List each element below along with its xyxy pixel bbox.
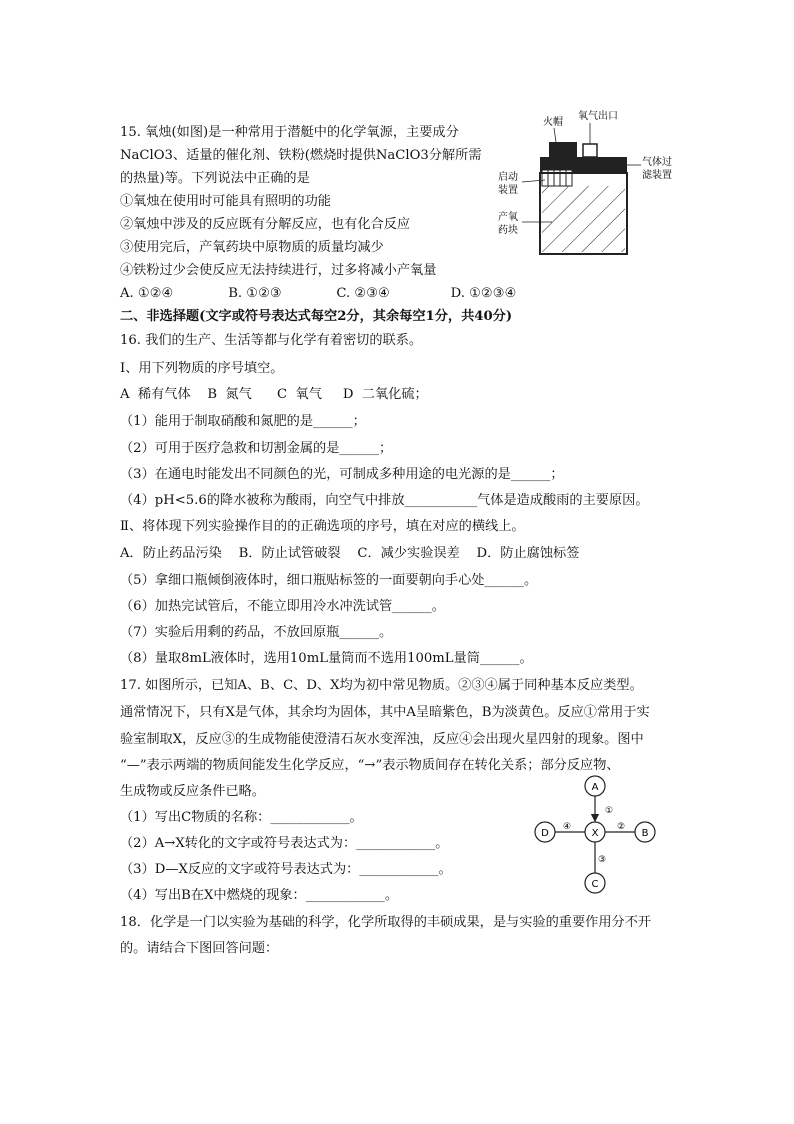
- q17-item-1: （1）写出C物质的名称：____________。: [120, 810, 363, 825]
- q15-option-a: A. ①②④: [120, 286, 174, 301]
- q16-item-5: （5）拿细口瓶倾倒液体时，细口瓶贴标签的一面要朝向手心处______。: [120, 573, 538, 588]
- q16-intro: 16. 我们的生产、生活等都与化学有着密切的联系。: [120, 333, 423, 348]
- q17-line-3: 验室制取X，反应③的生成物能使澄清石灰水变浑浊，反应④会出现火星四射的现象。图中: [120, 732, 644, 747]
- label-block-2: 药块: [498, 225, 518, 236]
- q17-diagram: [525, 773, 665, 895]
- q16-item-8: （8）量取8mL液体时，选用10mL量筒而不选用100mL量筒______。: [120, 651, 533, 666]
- q15-option-b: B. ①②③: [228, 286, 282, 301]
- label-outlet: 氧气出口: [578, 111, 618, 122]
- label-filter-1: 气体过: [642, 157, 672, 168]
- q15-option-c: C. ②③④: [336, 286, 390, 301]
- q15-line-7: ④铁粉过少会使反应无法持续进行，过多将减小产氧量: [120, 263, 437, 278]
- q16-item-2: （2）可用于医疗急救和切割金属的是______；: [120, 441, 393, 456]
- q18-line-1: 18．化学是一门以实验为基础的科学，化学所取得的丰硕成果，是与实验的重要作用分不开: [120, 915, 652, 930]
- q16-part2: Ⅱ、将体现下列实验操作目的的正确选项的序号，填在对应的横线上。: [120, 519, 525, 534]
- q17-item-4: （4）写出B在X中燃烧的现象：____________。: [120, 888, 399, 903]
- q15-line-6: ③使用完后，产氧药块中原物质的质量均减少: [120, 240, 384, 255]
- q17-line-2: 通常情况下，只有X是气体，其余均为固体，其中A呈暗紫色，B为淡黄色。反应①常用于实: [120, 705, 650, 720]
- q16-item-7: （7）实验后用剩的药品，不放回原瓶______。: [120, 625, 393, 640]
- q17-line-1: 17. 如图所示，已知A、B、C、D、X均为初中常见物质。②③④属于同种基本反应类型。: [120, 678, 643, 693]
- label-cap: 火帽: [543, 117, 563, 128]
- oxygen-block-shape: [542, 186, 625, 252]
- node-c: C: [591, 879, 599, 890]
- q17-line-5: 生成物或反应条件已略。: [120, 784, 266, 799]
- q15-line-1: 15. 氧烛(如图)是一种常用于潜艇中的化学氧源，主要成分: [120, 125, 459, 140]
- node-x: X: [591, 828, 599, 839]
- q15-line-5: ②氧烛中涉及的反应既有分解反应，也有化合反应: [120, 217, 411, 232]
- q16-item-4: （4）pH<5.6的降水被称为酸雨，向空气中排放___________气体是造成酸雨的主要原因。: [120, 493, 649, 508]
- reaction-2: ②: [617, 822, 626, 832]
- q17-item-2: （2）A→X转化的文字或符号表达式为：____________。: [120, 836, 449, 851]
- q16-choices1: A 稀有气体 B 氮气 C 氧气 D 二氧化硫；: [120, 387, 428, 402]
- label-block-1: 产氧: [498, 212, 518, 223]
- cap-shape: [549, 142, 577, 157]
- q16-part1: Ⅰ、用下列物质的序号填空。: [120, 361, 284, 376]
- reaction-4: ④: [563, 822, 572, 832]
- q16-item-6: （6）加热完试管后，不能立即用冷水冲洗试管______。: [120, 599, 445, 614]
- label-filter-2: 滤装置: [642, 170, 672, 181]
- section-2-heading: 二、非选择题(文字或符号表达式每空2分，其余每空1分，共40分): [120, 309, 513, 324]
- label-start-1: 启动: [498, 172, 518, 183]
- node-a: A: [591, 782, 599, 793]
- q15-line-4: ①氧烛在使用时可能具有照明的功能: [120, 194, 331, 209]
- reaction-3: ③: [598, 855, 607, 865]
- q16-item-1: （1）能用于制取硝酸和氮肥的是______；: [120, 414, 366, 429]
- outlet-shape: [583, 144, 597, 157]
- q18-line-2: 的。请结合下图回答问题：: [120, 941, 279, 956]
- oxygen-candle-figure: [490, 106, 680, 266]
- q15-option-d: D. ①②③④: [450, 286, 517, 301]
- reaction-1: ①: [605, 806, 614, 816]
- label-start-2: 装置: [498, 185, 518, 196]
- q17-item-3: （3）D—X反应的文字或符号表达式为：____________。: [120, 862, 452, 877]
- q15-options: [120, 285, 516, 303]
- node-b: B: [641, 828, 649, 839]
- q16-choices2: A．防止药品污染 B．防止试管破裂 C．减少实验误差 D．防止腐蚀标签: [120, 546, 580, 561]
- q15-line-2: NaClO3、适量的催化剂、铁粉(燃烧时提供NaClO3分解所需: [120, 148, 482, 163]
- node-d: D: [541, 828, 549, 839]
- q17-line-4: “—”表示两端的物质间能发生化学反应，“→”表示物质间存在转化关系；部分反应物、: [120, 758, 620, 773]
- q15-line-3: 的热量)等。下列说法中正确的是: [120, 171, 310, 186]
- q16-item-3: （3）在通电时能发出不同颜色的光，可制成多种用途的电光源的是______；: [120, 467, 564, 482]
